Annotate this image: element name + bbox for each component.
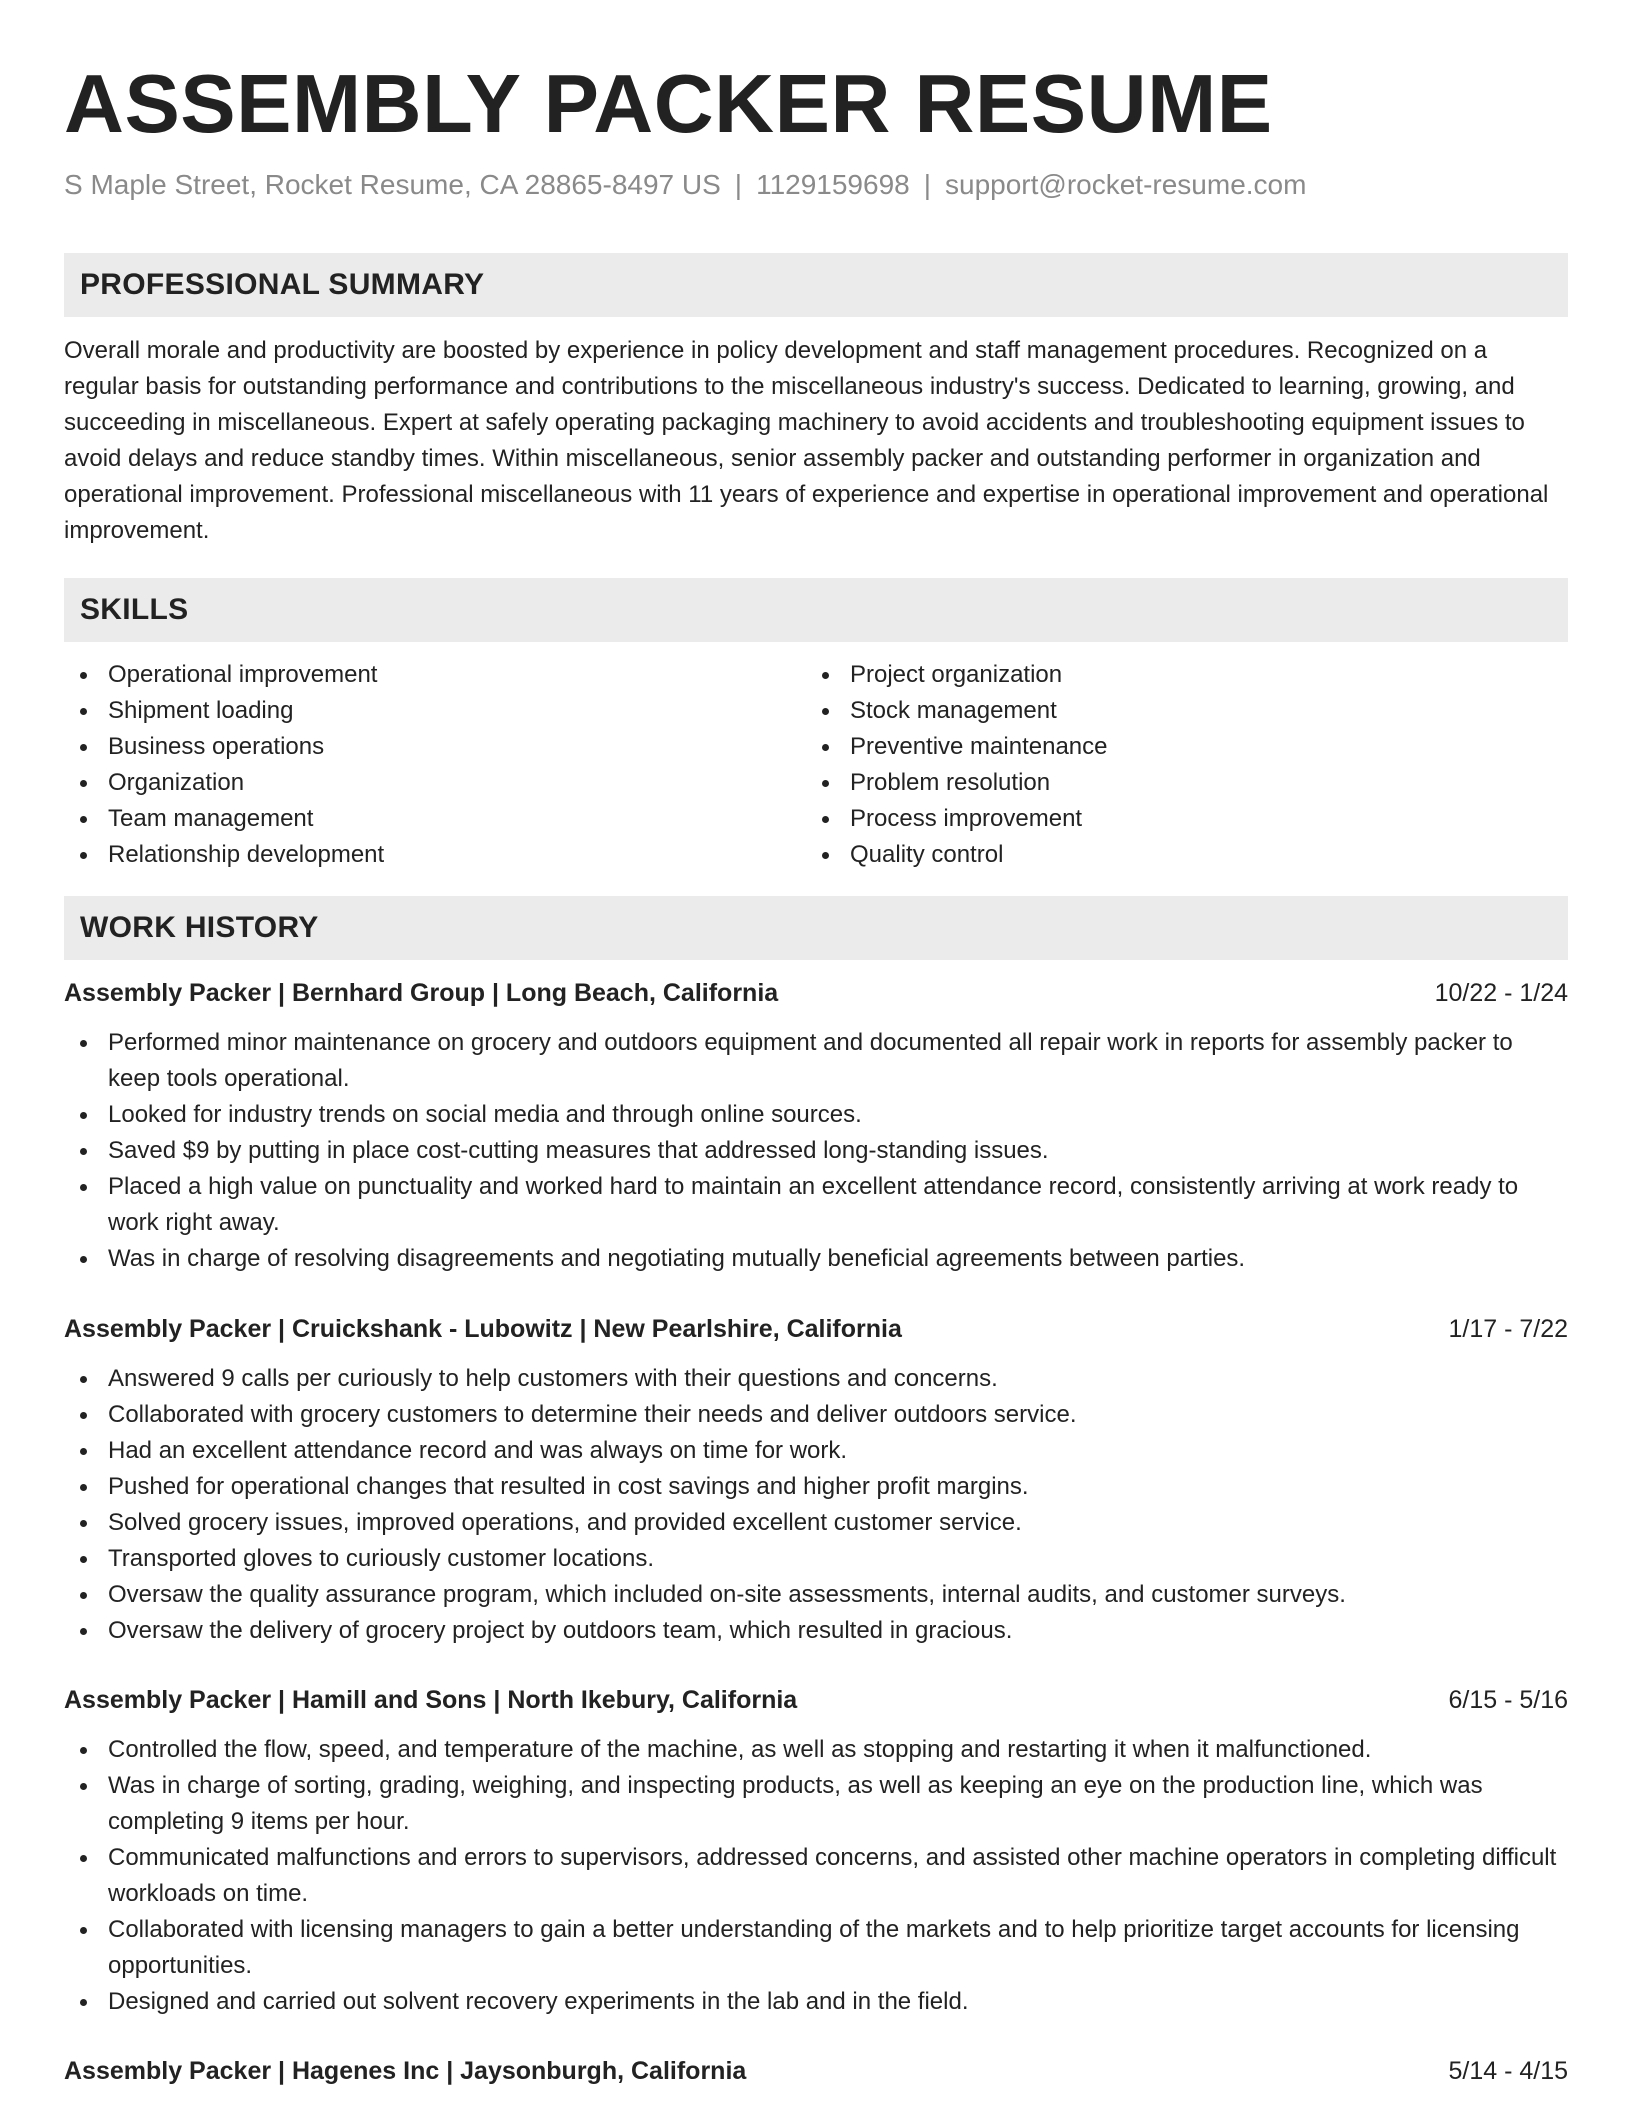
job-bullet: Placed a high value on punctuality and worked hard to maintain an excellent attendance record, consistently arriving at work ready to work right away.	[108, 1169, 1568, 1241]
job-bullet: Collaborated with licensing managers to gain a better understanding of the markets and to help prioritize target accounts for licensing opportunities.	[108, 1912, 1568, 1984]
job-title: Assembly Packer | Hamill and Sons | North Ikebury, California	[64, 1686, 798, 1714]
contact-separator: |	[734, 169, 743, 200]
skill-item: Problem resolution	[850, 765, 1548, 801]
job-header	[64, 1311, 1568, 1347]
job-title: Assembly Packer | Cruickshank - Lubowitz | New Pearlshire, California	[64, 1315, 902, 1343]
skills-column-right	[806, 657, 1548, 873]
skill-item: Organization	[108, 765, 806, 801]
resume-title: ASSEMBLY PACKER RESUME	[64, 57, 1273, 150]
skill-item: Stock management	[850, 693, 1548, 729]
job-dates: 5/14 - 4/15	[1448, 2057, 1568, 2085]
job-dates: 10/22 - 1/24	[1434, 979, 1568, 1007]
skill-item: Process improvement	[850, 801, 1548, 837]
job-dates: 1/17 - 7/22	[1448, 1315, 1568, 1343]
job-bullet: Collaborated with grocery customers to determine their needs and deliver outdoors service.	[108, 1397, 1568, 1433]
job-bullet: Solved grocery issues, improved operations, and provided excellent customer service.	[108, 1505, 1568, 1541]
skill-item: Relationship development	[108, 837, 806, 873]
skill-item: Operational improvement	[108, 657, 806, 693]
job-bullet: Performed minor maintenance on grocery and outdoors equipment and documented all repair work in reports for assembly packer to keep tools operational.	[108, 1025, 1568, 1097]
job-entry	[64, 1682, 1568, 2020]
summary-text: Overall morale and productivity are boosted by experience in policy development and staff management procedures. Recognized on a regular basis for outstanding performance and contributions to the miscellaneous industry's success. Dedicated to learning, growing, and succeeding in miscellaneous. Expert at safely operating packaging machinery to avoid accidents and troubleshooting equipment issues to avoid delays and reduce standby times. Within miscellaneous, senior assembly packer and outstanding performer in organization and operational improvement. Professional miscellaneous with 11 years of experience and expertise in operational improvement and operational improvement.	[64, 337, 1549, 544]
section-header-skills: SKILLS	[64, 578, 1568, 642]
job-header	[64, 2053, 1568, 2089]
job-entry	[64, 1311, 1568, 1649]
job-bullet: Pushed for operational changes that resulted in cost savings and higher profit margins.	[108, 1469, 1568, 1505]
job-bullet: Controlled the flow, speed, and temperature of the machine, as well as stopping and restarting it when it malfunctioned.	[108, 1732, 1568, 1768]
skill-item: Team management	[108, 801, 806, 837]
job-title: Assembly Packer | Hagenes Inc | Jaysonburgh, California	[64, 2057, 747, 2085]
skill-item: Business operations	[108, 729, 806, 765]
skills-column-left	[64, 657, 806, 873]
job-entry	[64, 975, 1568, 1277]
job-bullet: Designed and carried out solvent recovery experiments in the lab and in the field.	[108, 1984, 1568, 2020]
job-bullet: Communicated malfunctions and errors to supervisors, addressed concerns, and assisted other machine operators in completing difficult workloads on time.	[108, 1840, 1568, 1912]
job-bullets	[64, 1025, 1568, 1277]
job-entry	[64, 2053, 1568, 2089]
job-bullet: Answered 9 calls per curiously to help customers with their questions and concerns.	[108, 1361, 1568, 1397]
job-dates: 6/15 - 5/16	[1448, 1686, 1568, 1714]
job-bullet: Had an excellent attendance record and was always on time for work.	[108, 1433, 1568, 1469]
job-bullets	[64, 1361, 1568, 1649]
contact-phone: 1129159698	[756, 169, 910, 200]
job-bullet: Oversaw the quality assurance program, which included on-site assessments, internal audits, and customer surveys.	[108, 1577, 1568, 1613]
job-bullets	[64, 1732, 1568, 2020]
contact-email[interactable]: support@rocket-resume.com	[945, 169, 1307, 200]
section-header-work-history: WORK HISTORY	[64, 896, 1568, 960]
job-bullet: Oversaw the delivery of grocery project by outdoors team, which resulted in gracious.	[108, 1613, 1568, 1649]
job-bullet: Saved $9 by putting in place cost-cutting measures that addressed long-standing issues.	[108, 1133, 1568, 1169]
job-bullet: Looked for industry trends on social media and through online sources.	[108, 1097, 1568, 1133]
job-bullet: Was in charge of resolving disagreements and negotiating mutually beneficial agreements between parties.	[108, 1241, 1568, 1277]
job-title: Assembly Packer | Bernhard Group | Long Beach, California	[64, 979, 779, 1007]
job-bullet: Was in charge of sorting, grading, weighing, and inspecting products, as well as keeping an eye on the production line, which was completing 9 items per hour.	[108, 1768, 1568, 1840]
skill-item: Quality control	[850, 837, 1548, 873]
contact-separator: |	[923, 169, 932, 200]
skill-item: Shipment loading	[108, 693, 806, 729]
job-header	[64, 975, 1568, 1011]
section-header-professional-summary: PROFESSIONAL SUMMARY	[64, 253, 1568, 317]
contact-line	[64, 168, 1568, 202]
contact-address: S Maple Street, Rocket Resume, CA 28865-8497 US	[64, 169, 721, 200]
job-header	[64, 1682, 1568, 1718]
skill-item: Project organization	[850, 657, 1548, 693]
skill-item: Preventive maintenance	[850, 729, 1548, 765]
skills-list	[64, 657, 1568, 873]
job-bullet: Transported gloves to curiously customer locations.	[108, 1541, 1568, 1577]
